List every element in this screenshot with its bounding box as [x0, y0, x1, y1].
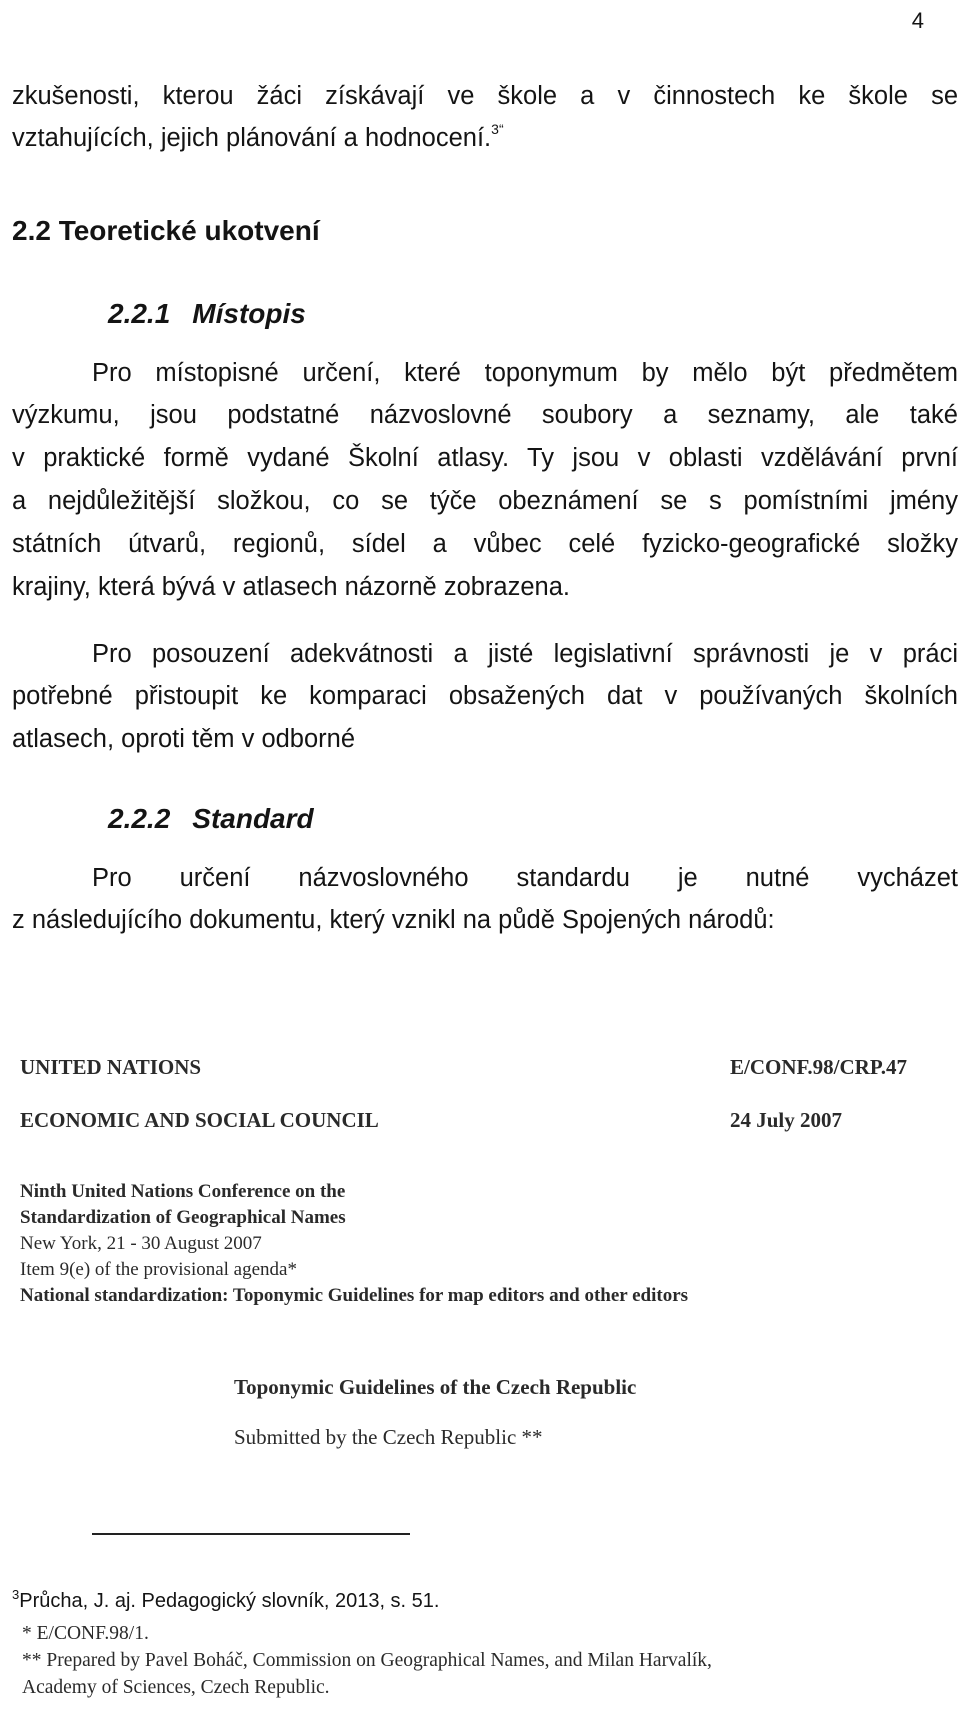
section-title: Místopis: [192, 298, 306, 329]
un-place-date: New York, 21 - 30 August 2007: [20, 1233, 262, 1254]
section-title: Standard: [192, 803, 314, 834]
un-date: 24 July 2007: [730, 1108, 843, 1132]
un-agenda-item: Item 9(e) of the provisional agenda*: [20, 1259, 297, 1280]
un-org: UNITED NATIONS: [20, 1055, 202, 1079]
un-footnote-1: * E/CONF.98/1.: [22, 1623, 149, 1644]
paragraph-line: a nejdůležitější složkou, co se týče obeznámení se s pomístními jmény: [12, 487, 958, 515]
paragraph-line: výzkumu, jsou podstatné názvoslovné soubory a seznamy, ale také: [12, 401, 958, 429]
paragraph-line: z následujícího dokumentu, který vznikl na půdě Spojených národů:: [12, 906, 775, 934]
paragraph-line: v praktické formě vydané Školní atlasy. Ty jsou v oblasti vzdělávání první: [12, 444, 958, 472]
un-conference-block: [20, 1179, 688, 1309]
intro-line-2: [12, 122, 504, 154]
paragraph-line: státních útvarů, regionů, sídel a vůbec celé fyzicko-geografické složky: [12, 530, 958, 558]
paragraph-line: Pro posouzení adekvátnosti a jisté legislativní správnosti je v práci: [92, 640, 958, 668]
footnote-separator: [92, 1533, 410, 1535]
paragraph-line: potřebné přistoupit ke komparaci obsažených dat v používaných školních: [12, 682, 958, 710]
un-conference-line-2: Standardization of Geographical Names: [20, 1207, 346, 1228]
un-footnote-3: Academy of Sciences, Czech Republic.: [22, 1677, 330, 1698]
paragraph-line: krajiny, která bývá v atlasech názorně zobrazena.: [12, 573, 570, 601]
section-heading-2-2: 2.2 Teoretické ukotvení: [12, 215, 320, 246]
un-footnote-2: ** Prepared by Pavel Boháč, Commission on Geographical Names, and Milan Harvalík,: [22, 1650, 712, 1671]
un-footnotes: [22, 1620, 712, 1701]
un-agenda-title: National standardization: Toponymic Guidelines for map editors and other editors: [20, 1285, 689, 1306]
un-council: ECONOMIC AND SOCIAL COUNCIL: [20, 1108, 379, 1132]
un-submitted-by: Submitted by the Czech Republic **: [234, 1425, 543, 1449]
page-number: 4: [911, 8, 924, 33]
intro-line-2-text: vztahujících, jejich plánování a hodnocení.: [12, 124, 492, 152]
section-number: 2.2.1: [108, 298, 171, 329]
un-doc-title: Toponymic Guidelines of the Czech Republic: [234, 1375, 637, 1399]
un-conference-line-1: Ninth United Nations Conference on the: [20, 1181, 346, 1202]
section-heading-2-2-2: [108, 803, 314, 835]
section-number: 2.2.2: [108, 803, 171, 834]
un-header-row-2: [20, 1108, 940, 1133]
paragraph-line: Pro místopisné určení, které toponymum by mělo být předmětem: [92, 359, 958, 387]
footnote-text: Průcha, J. aj. Pedagogický slovník, 2013, s. 51.: [19, 1590, 440, 1612]
paragraph-line: atlasech, oproti těm v odborné: [12, 725, 356, 753]
footnote-3: [12, 1587, 440, 1613]
paragraph-line: Pro určení názvoslovného standardu je nutné vycházet: [92, 864, 958, 892]
intro-line-1: zkušenosti, kterou žáci získávají ve škole a v činnostech ke škole se: [12, 82, 958, 110]
un-header-row-1: [20, 1055, 940, 1080]
footnote-marker: 3: [12, 1587, 20, 1602]
section-heading-2-2-1: [108, 298, 306, 330]
footnote-ref: 3“: [491, 121, 504, 137]
un-doc-code: E/CONF.98/CRP.47: [730, 1055, 907, 1079]
